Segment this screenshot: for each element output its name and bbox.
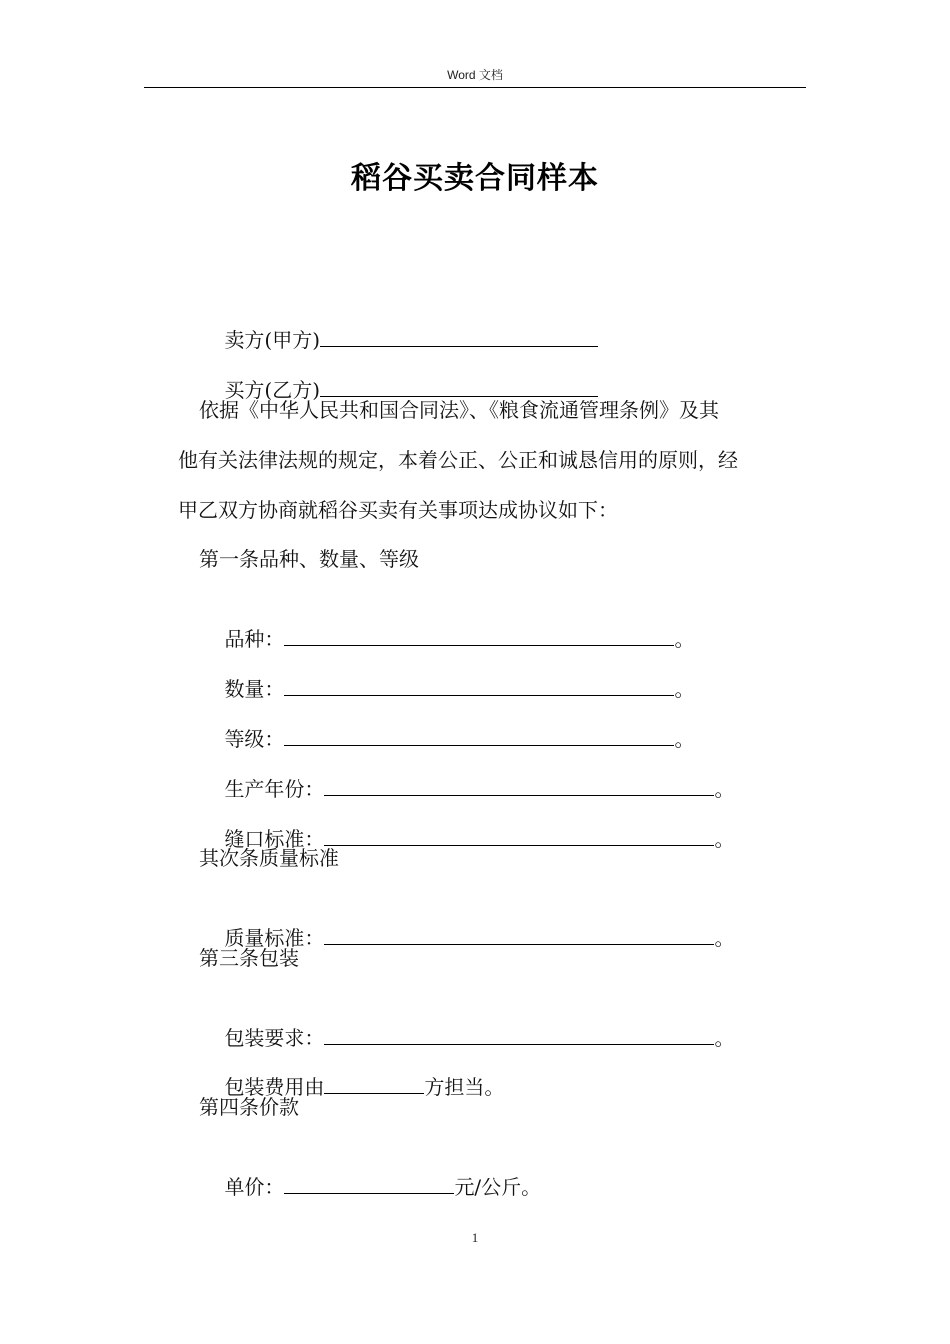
article1-heading: 第一条品种、数量、等级 [199, 547, 419, 571]
production-year-blank[interactable] [324, 773, 714, 796]
quality-standard-label: 质量标准： [224, 926, 325, 950]
variety-period: 。 [674, 627, 695, 651]
grade-period: 。 [674, 727, 695, 751]
buyer-blank[interactable] [320, 374, 598, 397]
packaging-fee-suffix: 方担当。 [424, 1075, 505, 1099]
production-year-label: 生产年份： [224, 777, 325, 801]
unit-price-line [199, 1143, 541, 1229]
preamble-line-3: 甲乙双方协商就稻谷买卖有关事项达成协议如下： [178, 498, 618, 522]
document-title: 稻谷买卖合同样本 [351, 161, 599, 196]
quantity-blank[interactable] [284, 673, 674, 696]
buyer-label: 买方(乙方) [224, 378, 321, 402]
article4-heading: 第四条价款 [199, 1095, 299, 1119]
seam-standard-blank[interactable] [324, 823, 714, 846]
variety-label: 品种： [224, 627, 285, 651]
article2-heading: 其次条质量标准 [199, 846, 339, 870]
packaging-requirement-period: 。 [714, 1026, 735, 1050]
unit-price-suffix: 元/公斤。 [454, 1175, 542, 1199]
seam-standard-label: 缝口标准： [224, 827, 325, 851]
quantity-period: 。 [674, 677, 695, 701]
page-number: 1 [471, 1230, 479, 1245]
seller-blank[interactable] [320, 324, 598, 347]
unit-price-label: 单价： [224, 1175, 285, 1199]
grade-blank[interactable] [284, 723, 674, 746]
quality-standard-blank[interactable] [324, 922, 714, 945]
preamble-line-1: 依据《中华人民共和国合同法》、《粮食流通管理条例》及其 [199, 398, 719, 422]
quantity-label: 数量： [224, 677, 285, 701]
production-year-period: 。 [714, 777, 735, 801]
packaging-fee-prefix: 包装费用由 [224, 1075, 325, 1099]
seller-label: 卖方(甲方) [224, 328, 321, 352]
unit-price-blank[interactable] [284, 1171, 454, 1194]
preamble-line-2: 他有关法律法规的规定，本着公正、公正和诚恳信用的原则，经 [178, 448, 738, 472]
packaging-requirement-label: 包装要求： [224, 1026, 325, 1050]
article3-heading: 第三条包装 [199, 946, 299, 970]
packaging-fee-blank[interactable] [324, 1071, 424, 1094]
packaging-requirement-blank[interactable] [324, 1022, 714, 1045]
variety-blank[interactable] [284, 623, 674, 646]
header-text: Word 文档 [447, 68, 503, 82]
quality-standard-period: 。 [714, 926, 735, 950]
header-divider [144, 87, 806, 88]
grade-label: 等级： [224, 727, 285, 751]
seam-standard-period: 。 [714, 827, 735, 851]
